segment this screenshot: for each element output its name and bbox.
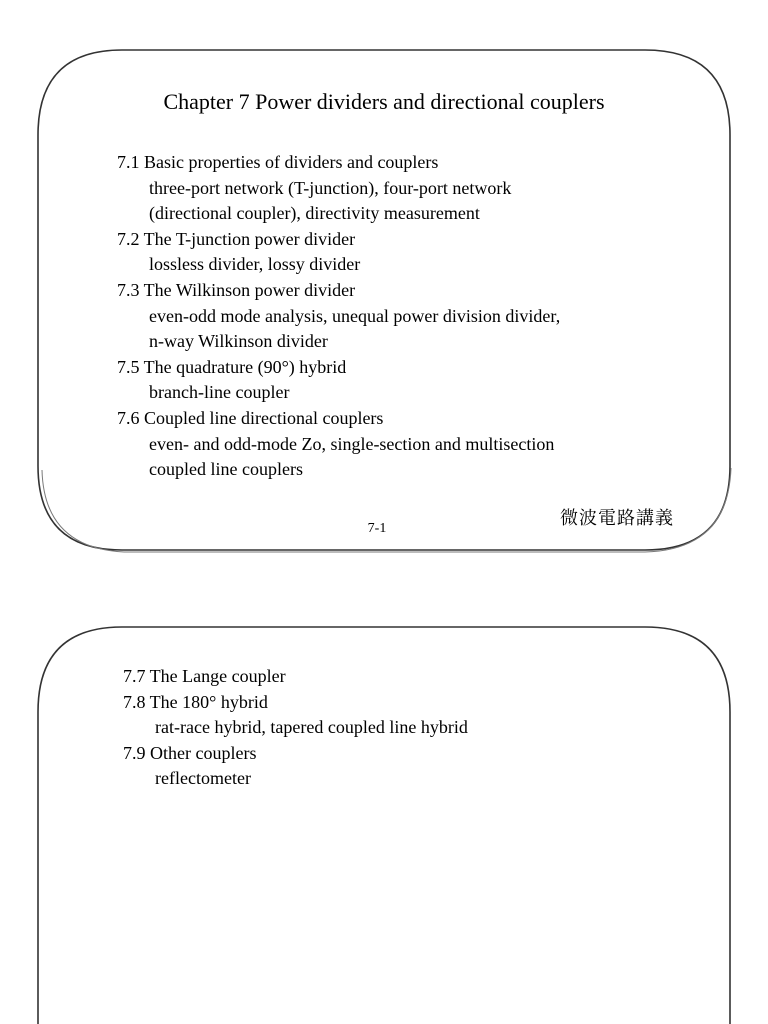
lecture-logo: 微波電路講義 <box>560 508 674 529</box>
outline-detail: even-odd mode analysis, unequal power division divider, <box>149 305 561 326</box>
outline-detail: coupled line couplers <box>149 459 303 480</box>
outline-detail: branch-line coupler <box>149 382 290 403</box>
outline-detail: n-way Wilkinson divider <box>149 331 328 352</box>
outline-detail: even- and odd-mode Zo, single-section and multisection <box>149 433 555 454</box>
outline-detail: three-port network (T-junction), four-port network <box>149 177 512 198</box>
outline-detail: reflectometer <box>155 768 251 789</box>
outline-section: 7.2 The T-junction power divider <box>117 228 356 249</box>
outline-detail: (directional coupler), directivity measurement <box>149 203 480 224</box>
outline-section: 7.6 Coupled line directional couplers <box>117 407 384 428</box>
outline-section: 7.7 The Lange coupler <box>123 666 286 686</box>
outline-section: 7.5 The quadrature (90°) hybrid <box>117 356 347 377</box>
outline-section: 7.3 The Wilkinson power divider <box>117 279 356 300</box>
outline-detail: lossless divider, lossy divider <box>149 254 361 275</box>
slide-1-outline <box>117 150 560 483</box>
outline-section: 7.1 Basic properties of dividers and couplers <box>117 152 439 172</box>
slide-2-outline <box>123 664 468 792</box>
outline-detail: rat-race hybrid, tapered coupled line hybrid <box>155 717 468 738</box>
outline-section: 7.9 Other couplers <box>123 742 257 763</box>
outline-section: 7.8 The 180° hybrid <box>123 691 268 712</box>
slide-number: 7-1 <box>367 521 387 536</box>
slide-title: Chapter 7 Power dividers and directional couplers <box>163 89 605 114</box>
